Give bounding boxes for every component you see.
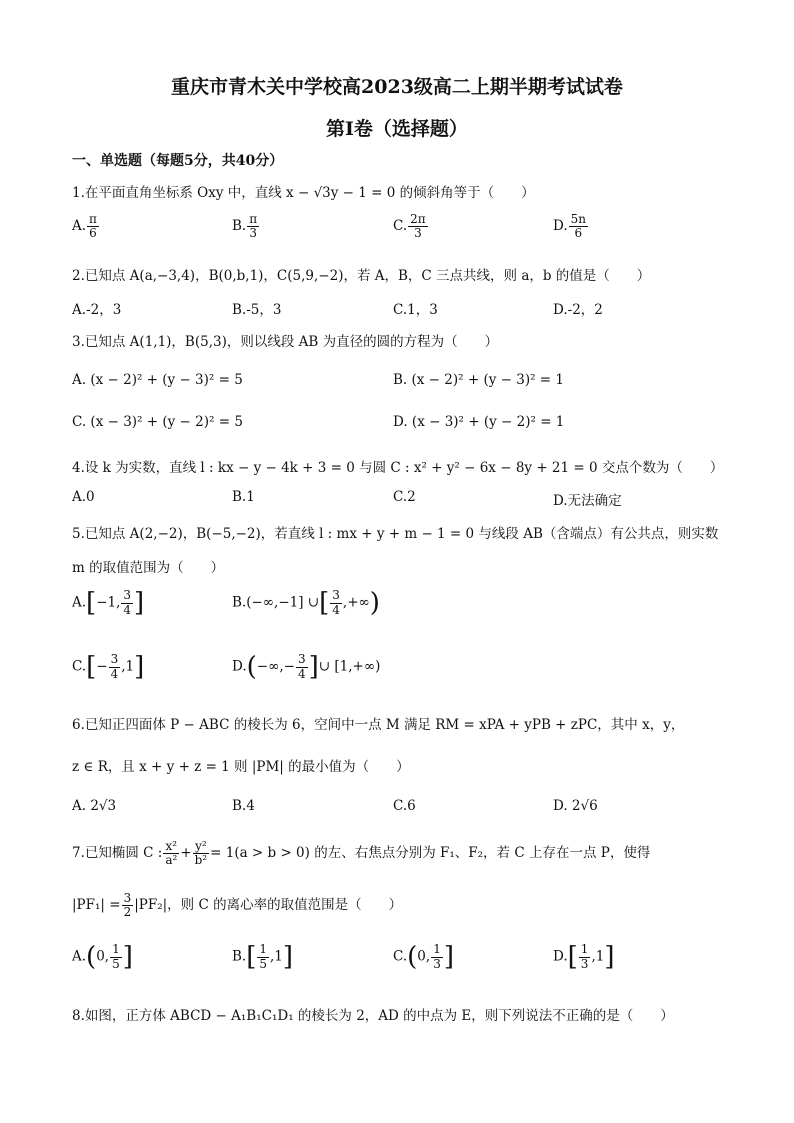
- q3-option-d: D. (x − 3)² + (y − 2)² = 1: [393, 414, 565, 430]
- q4-option-d: D.无法确定: [553, 493, 622, 509]
- q4-option-c: C.2: [393, 489, 416, 505]
- exam-title: 重庆市青木关中学校高2023级高二上期半期考试试卷: [171, 76, 623, 98]
- question-6-stem-line1: 6.已知正四面体 P − ABC 的棱长为 6，空间中一点 M 满足 RM = xPA + yPB + zPC，其中 x，y，: [72, 717, 685, 733]
- question-7-stem-line1: 7.已知椭圆 C : $\frac{\text{x²}}{\text{a²}}$ + $\frac{\text{y²}}{\text{b²}}$ = 1(a > b > 0) 的左、右焦点分别为 F₁、F₂，若 C 上存在一点 P，使得: [72, 839, 651, 868]
- q6-option-c: C.6: [393, 798, 416, 814]
- q7-option-a: A.(0, $\frac{1}{5}$ ]: [72, 942, 133, 972]
- q5-option-b: B.(−∞,−1] ∪[ $\frac{3}{4}$ ,+∞): [232, 588, 380, 618]
- q1-option-b: B. $\frac{\pi}{3}$: [232, 212, 258, 241]
- q1-option-c: C. $\frac{2\pi}{3}$: [393, 212, 426, 241]
- volume-title: 第I卷（选择题）: [326, 118, 468, 140]
- q3-option-a: A. (x − 2)² + (y − 3)² = 5: [72, 372, 243, 388]
- q5-option-c: C.[− $\frac{3}{4}$ ,1]: [72, 652, 145, 682]
- question-2-stem: 2.已知点 A(a,−3,4)，B(0,b,1)，C(5,9,−2)，若 A，B，C 三点共线，则 a，b 的值是（ ）: [72, 268, 651, 284]
- q1-option-d: D. $\frac{5n}{6}$: [553, 212, 587, 241]
- q5-option-d: D.(−∞,− $\frac{3}{4}$ ]∪ [1,+∞): [232, 652, 381, 682]
- q3-option-b: B. (x − 2)² + (y − 3)² = 1: [393, 372, 564, 388]
- q2-option-d: D.-2，2: [553, 302, 603, 318]
- question-5-stem-line1: 5.已知点 A(2,−2)，B(−5,−2)，若直线 l : mx + y + m − 1 = 0 与线段 AB（含端点）有公共点，则实数: [72, 526, 719, 542]
- q1-option-a: A. $\frac{\pi}{6}$: [72, 212, 97, 241]
- q2-option-a: A.-2，3: [72, 302, 122, 318]
- q7-option-d: D.[ $\frac{1}{3}$ ,1]: [553, 942, 615, 972]
- q7-option-b: B.[ $\frac{1}{5}$ ,1]: [232, 942, 294, 972]
- q6-option-a: A. 2√3: [72, 798, 117, 814]
- question-8-stem: 8.如图，正方体 ABCD − A₁B₁C₁D₁ 的棱长为 2，AD 的中点为 E，则下列说法不正确的是（ ）: [72, 1008, 674, 1024]
- question-4-stem: 4.设 k 为实数，直线 l : kx − y − 4k + 3 = 0 与圆 C : x² + y² − 6x − 8y + 21 = 0 交点个数为（ ）: [72, 460, 724, 476]
- question-5-stem-line2: m 的取值范围为（ ）: [72, 560, 225, 576]
- question-6-stem-line2: z ∈ R，且 x + y + z = 1 则 |PM| 的最小值为（ ）: [72, 759, 410, 775]
- q2-option-c: C.1，3: [393, 302, 438, 318]
- question-3-stem: 3.已知点 A(1,1)，B(5,3)，则以线段 AB 为直径的圆的方程为（ ）: [72, 334, 499, 350]
- q6-option-b: B.4: [232, 798, 255, 814]
- q7-option-c: C.(0, $\frac{1}{3}$ ]: [393, 942, 454, 972]
- q3-option-c: C. (x − 3)² + (y − 2)² = 5: [72, 414, 243, 430]
- q6-option-d: D. 2√6: [553, 798, 598, 814]
- q2-option-b: B.-5，3: [232, 302, 282, 318]
- q4-option-a: A.0: [72, 489, 95, 505]
- question-1-stem: 1.在平面直角坐标系 Oxy 中，直线 x − √3y − 1 = 0 的倾斜角等于（ ）: [72, 185, 535, 201]
- section-heading: 一、单选题（每题5分，共40分）: [72, 153, 284, 169]
- q4-option-b: B.1: [232, 489, 255, 505]
- q5-option-a: A.[−1, $\frac{3}{4}$ ]: [72, 588, 145, 618]
- question-7-stem-line2: |PF₁| = $\frac{3}{2}$ |PF₂|，则 C 的离心率的取值范围是（ ）: [72, 891, 403, 920]
